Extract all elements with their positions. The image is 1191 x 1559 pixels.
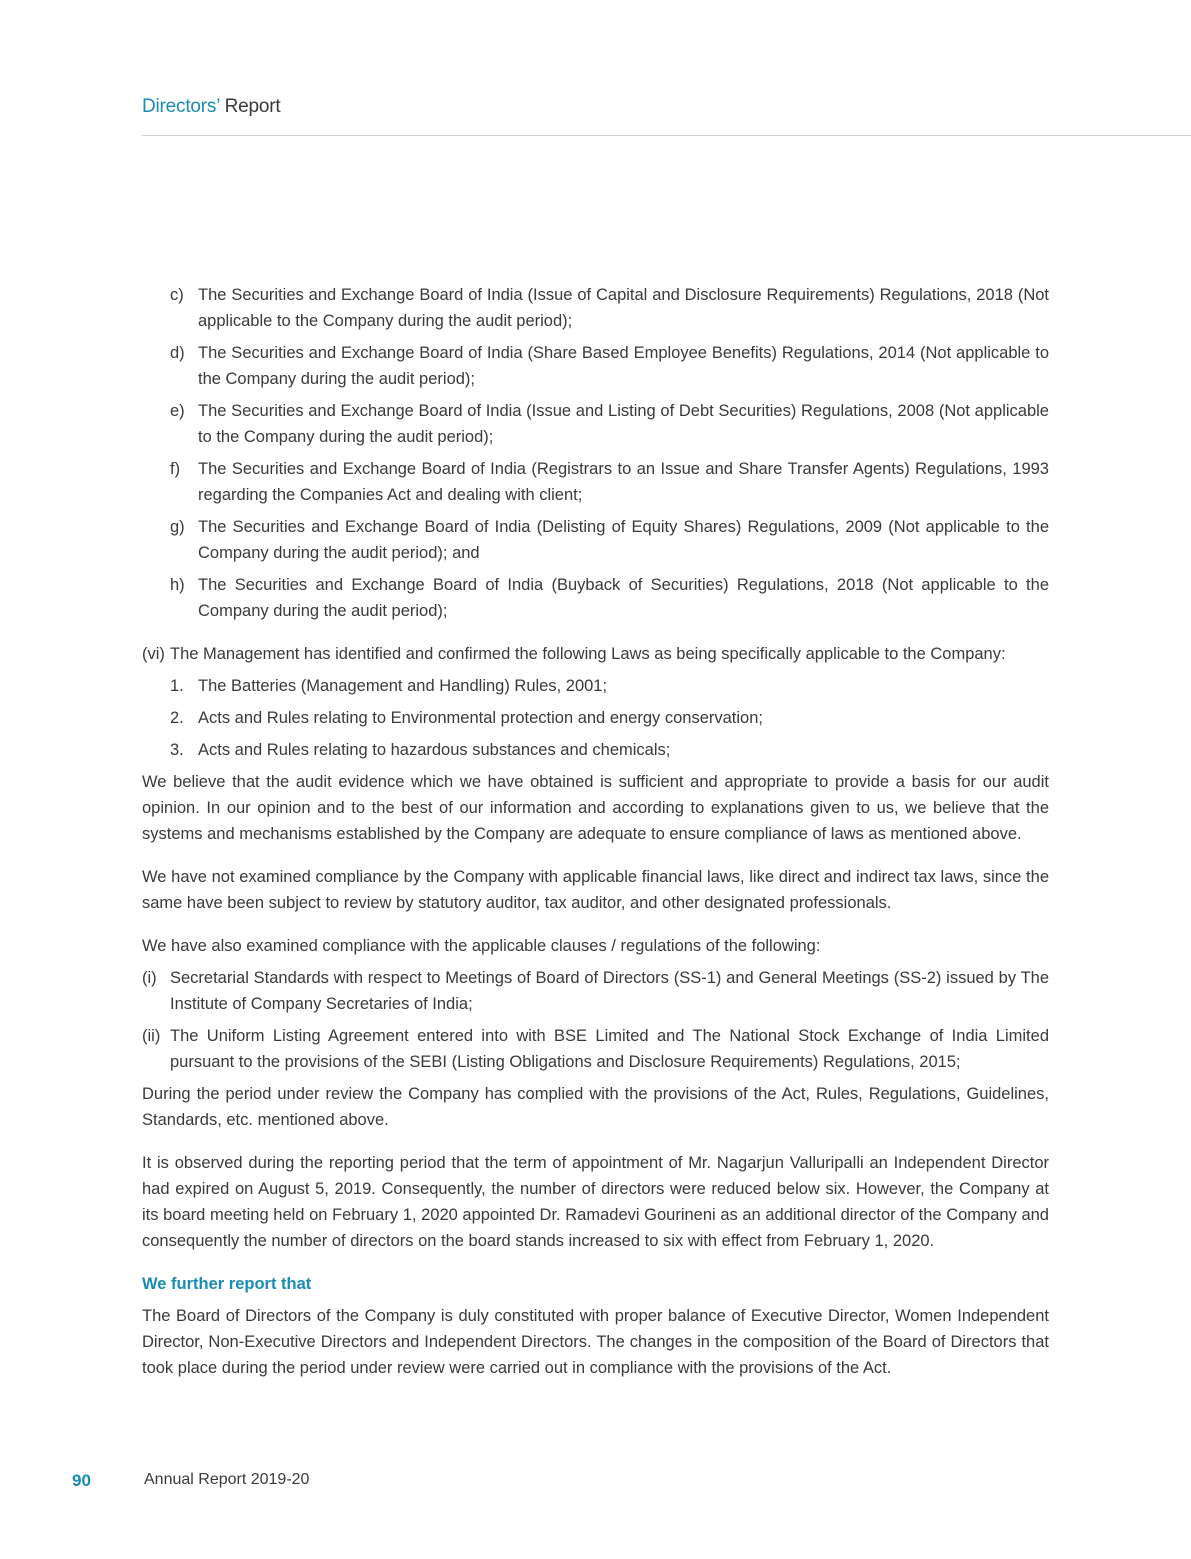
paragraph-complied: During the period under review the Company has complied with the provisions of the Act, Rules, Regulations, Guidelines, Standards, etc. mentioned above.	[142, 1085, 1049, 1129]
law-item	[142, 673, 1049, 699]
list-marker: f)	[170, 460, 181, 478]
regulation-item	[142, 572, 1049, 624]
list-marker: d)	[170, 344, 185, 362]
section-vi	[142, 641, 1049, 667]
section-subheading: We further report that	[142, 1275, 312, 1293]
list-marker: (ii)	[142, 1027, 161, 1045]
law-text: Acts and Rules relating to Environmental protection and energy conservation;	[198, 709, 763, 727]
list-marker: 1.	[170, 677, 184, 695]
header-title: Report	[219, 96, 281, 117]
page-number: 90	[72, 1471, 91, 1490]
paragraph-observed: It is observed during the reporting period that the term of appointment of Mr. Nagarjun Valluripalli an Independent Director had expired on August 5, 2019. Consequently, the number of directors were reduced below six. However, the Company at its board meeting held on February 1, 2020 appointed Dr. Ramadevi Gourineni as an additional director of the Company and consequently the number of directors on the board stands increased to six with effect from February 1, 2020.	[142, 1154, 1049, 1250]
standard-text: The Uniform Listing Agreement entered into with BSE Limited and The National Stock Exchange of India Limited pursuant to the provisions of the SEBI (Listing Obligations and Disclosure Requirements) Regulations, 2015;	[170, 1027, 1049, 1071]
law-text: Acts and Rules relating to hazardous substances and chemicals;	[198, 741, 671, 759]
standard-item	[142, 965, 1049, 1017]
regulation-item	[142, 282, 1049, 334]
regulation-text: The Securities and Exchange Board of India (Issue and Listing of Debt Securities) Regulations, 2008 (Not applicable to the Company during the audit period);	[198, 402, 1049, 446]
standard-text: Secretarial Standards with respect to Meetings of Board of Directors (SS-1) and General Meetings (SS-2) issued by The Institute of Company Secretaries of India;	[170, 969, 1049, 1013]
regulation-text: The Securities and Exchange Board of India (Buyback of Securities) Regulations, 2018 (Not applicable to the Company during the audit period);	[198, 576, 1049, 620]
footer-title: Annual Report 2019-20	[144, 1471, 310, 1488]
regulation-text: The Securities and Exchange Board of India (Share Based Employee Benefits) Regulations, 2014 (Not applicable to the Company during the audit period);	[198, 344, 1049, 388]
law-item	[142, 705, 1049, 731]
list-marker: (i)	[142, 969, 157, 987]
regulation-text: The Securities and Exchange Board of India (Delisting of Equity Shares) Regulations, 2009 (Not applicable to the Company during the audit period); and	[198, 518, 1049, 562]
list-marker: (vi)	[142, 645, 165, 663]
law-text: The Batteries (Management and Handling) Rules, 2001;	[198, 677, 608, 695]
header-divider	[142, 135, 1191, 136]
page-header	[142, 96, 280, 118]
regulation-text: The Securities and Exchange Board of India (Issue of Capital and Disclosure Requirements) Regulations, 2018 (Not applicable to the Company during the audit period);	[198, 286, 1049, 330]
standard-item	[142, 1023, 1049, 1075]
list-marker: h)	[170, 576, 185, 594]
paragraph-board: The Board of Directors of the Company is duly constituted with proper balance of Executive Director, Women Independent Director, Non-Executive Directors and Independent Directors. The changes in the composition of the Board of Directors that took place during the period under review were carried out in compliance with the provisions of the Act.	[142, 1307, 1049, 1377]
regulation-item	[142, 456, 1049, 508]
list-marker: g)	[170, 518, 185, 536]
law-item	[142, 737, 1049, 763]
list-marker: c)	[170, 286, 184, 304]
regulation-item	[142, 514, 1049, 566]
paragraph-belief: We believe that the audit evidence which we have obtained is sufficient and appropriate to provide a basis for our audit opinion. In our opinion and to the best of our information and according to explanations given to us, we believe that the systems and mechanisms established by the Company are adequate to ensure compliance of laws as mentioned above.	[142, 773, 1049, 843]
section-vi-text: The Management has identified and confirmed the following Laws as being specifically applicable to the Company:	[170, 645, 1006, 663]
list-marker: 3.	[170, 741, 184, 759]
list-marker: e)	[170, 402, 185, 420]
regulation-text: The Securities and Exchange Board of India (Registrars to an Issue and Share Transfer Agents) Regulations, 1993 regarding the Companies Act and dealing with client;	[198, 460, 1049, 504]
page-content	[142, 282, 1049, 1381]
regulation-item	[142, 340, 1049, 392]
regulation-item	[142, 398, 1049, 450]
list-marker: 2.	[170, 709, 184, 727]
header-accent: Directors’	[142, 96, 220, 117]
paragraph-not-examined: We have not examined compliance by the Company with applicable financial laws, like direct and indirect tax laws, since the same have been subject to review by statutory auditor, tax auditor, and other designated professionals.	[142, 868, 1049, 912]
paragraph-also-examined: We have also examined compliance with the applicable clauses / regulations of the following:	[142, 937, 821, 955]
